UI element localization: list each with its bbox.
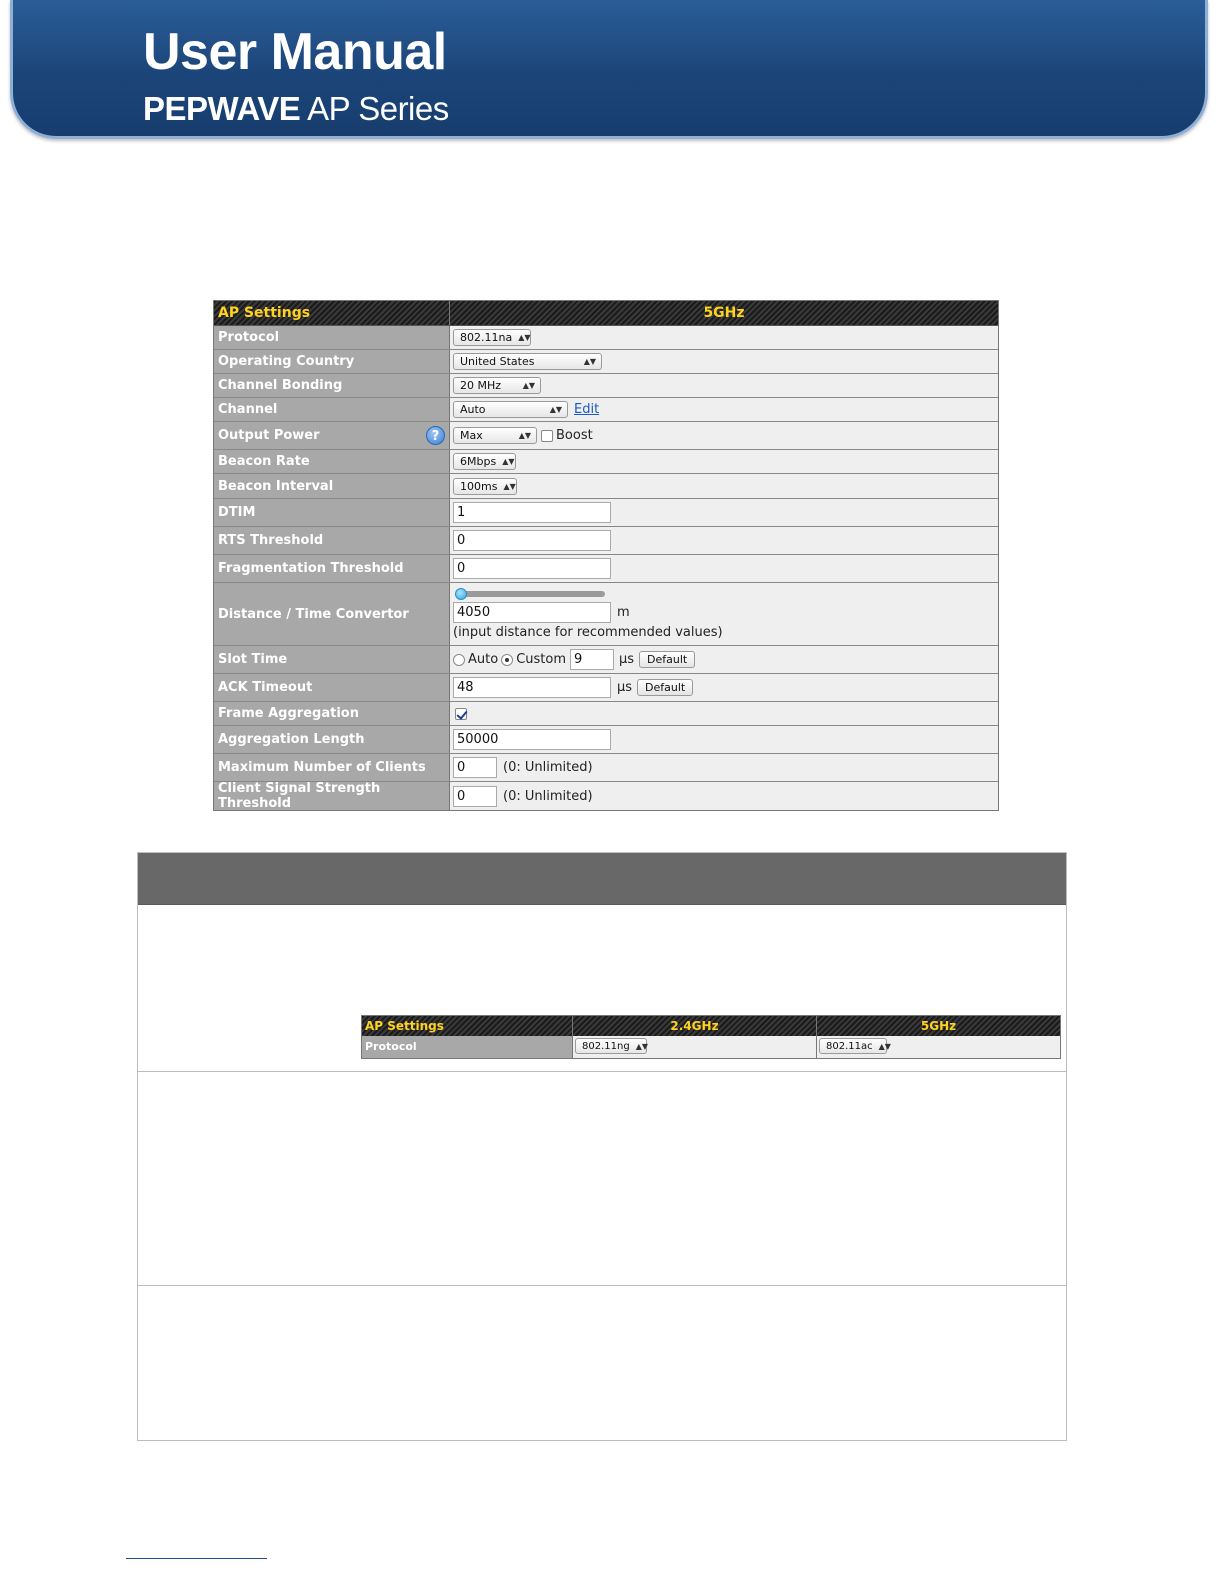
boost-label: Boost (556, 428, 593, 443)
row-beacon-rate (214, 450, 998, 474)
distance-input[interactable]: 4050 (453, 602, 611, 623)
client-signal-threshold-label: Client Signal Strength Threshold (214, 782, 450, 810)
aggregation-length-input[interactable]: 50000 (453, 729, 611, 750)
row-channel-bonding (214, 374, 998, 398)
rts-threshold-label: RTS Threshold (214, 527, 450, 554)
series-name: AP Series (300, 90, 449, 127)
description-row-2 (138, 1072, 1066, 1286)
client-signal-threshold-input[interactable]: 0 (453, 786, 497, 807)
row-fragmentation-threshold (214, 555, 998, 583)
operating-country-select[interactable]: United States ▲▼ (453, 353, 602, 370)
description-table-header (138, 853, 1066, 905)
row-rts-threshold (214, 527, 998, 555)
aggregation-length-label: Aggregation Length (214, 726, 450, 753)
brand-name: PEPWAVE (143, 90, 301, 127)
slot-time-default-button[interactable]: Default (639, 651, 695, 668)
slot-time-unit: μs (619, 652, 635, 667)
footer-link-underline (126, 1558, 267, 1559)
select-arrows-icon: ▲▼ (522, 381, 535, 390)
distance-slider[interactable] (455, 591, 605, 597)
beacon-interval-select[interactable]: 100ms ▲▼ (453, 478, 517, 495)
max-clients-label: Maximum Number of Clients (214, 754, 450, 781)
header-banner (10, 0, 1208, 139)
channel-select[interactable]: Auto ▲▼ (453, 401, 568, 418)
row-ack-timeout (214, 674, 998, 702)
ack-timeout-input[interactable]: 48 (453, 677, 611, 698)
fragmentation-threshold-label: Fragmentation Threshold (214, 555, 450, 582)
fragmentation-threshold-input[interactable]: 0 (453, 558, 611, 579)
protocol-5ghz-select[interactable]: 802.11ac ▲▼ (819, 1038, 887, 1054)
ap-settings-header (214, 301, 998, 326)
frame-aggregation-label: Frame Aggregation (214, 702, 450, 725)
distance-hint: (input distance for recommended values) (453, 625, 723, 640)
operating-country-label: Operating Country (214, 350, 450, 373)
row-beacon-interval (214, 474, 998, 499)
frame-aggregation-checkbox[interactable] (455, 708, 467, 720)
beacon-rate-label: Beacon Rate (214, 450, 450, 473)
boost-checkbox[interactable] (541, 430, 553, 442)
row-frame-aggregation (214, 702, 998, 726)
protocol-label: Protocol (214, 326, 450, 349)
protocol-mini-table (361, 1015, 1061, 1059)
row-operating-country (214, 350, 998, 374)
protocol-select[interactable]: 802.11na ▲▼ (453, 329, 531, 346)
select-arrows-icon: ▲▼ (549, 405, 562, 414)
beacon-interval-label: Beacon Interval (214, 474, 450, 498)
slot-time-label: Slot Time (214, 646, 450, 673)
select-arrows-icon: ▲▼ (503, 481, 516, 491)
row-aggregation-length (214, 726, 998, 754)
protocol-mini-header (362, 1016, 1060, 1036)
rts-threshold-input[interactable]: 0 (453, 530, 611, 551)
beacon-rate-select[interactable]: 6Mbps ▲▼ (453, 453, 516, 470)
manual-subtitle (143, 90, 449, 128)
max-clients-note: (0: Unlimited) (503, 760, 593, 775)
description-row-3 (138, 1286, 1066, 1440)
mini-protocol-label: Protocol (362, 1036, 573, 1058)
row-slot-time (214, 646, 998, 674)
select-arrows-icon: ▲▼ (878, 1041, 891, 1051)
select-arrows-icon: ▲▼ (518, 431, 531, 440)
select-arrows-icon: ▲▼ (635, 1041, 648, 1051)
slot-time-input[interactable]: 9 (570, 649, 614, 670)
channel-bonding-label: Channel Bonding (214, 374, 450, 397)
distance-time-convertor-label: Distance / Time Convertor (214, 583, 450, 645)
select-arrows-icon: ▲▼ (518, 333, 531, 342)
ack-timeout-unit: μs (617, 680, 633, 695)
ap-settings-header-label: AP Settings (214, 301, 450, 325)
band-header-5ghz: 5GHz (703, 305, 745, 321)
dtim-label: DTIM (214, 499, 450, 526)
row-distance-time-convertor (214, 583, 998, 646)
mini-header-label: AP Settings (362, 1016, 573, 1036)
mini-header-24ghz: 2.4GHz (573, 1016, 817, 1036)
protocol-24ghz-select[interactable]: 802.11ng ▲▼ (575, 1038, 647, 1054)
slot-time-auto-label: Auto (468, 652, 499, 667)
max-clients-input[interactable]: 0 (453, 757, 497, 778)
channel-edit-link[interactable]: Edit (574, 402, 600, 417)
mini-header-5ghz: 5GHz (920, 1019, 957, 1033)
row-protocol (214, 326, 998, 350)
row-dtim (214, 499, 998, 527)
select-arrows-icon: ▲▼ (502, 457, 515, 466)
ack-timeout-default-button[interactable]: Default (637, 679, 693, 696)
channel-label: Channel (214, 398, 450, 421)
row-max-clients (214, 754, 998, 782)
distance-slider-handle[interactable] (455, 588, 467, 600)
select-arrows-icon: ▲▼ (583, 357, 596, 366)
slot-time-auto-radio[interactable] (453, 654, 465, 666)
row-client-signal-threshold (214, 782, 998, 810)
client-signal-threshold-note: (0: Unlimited) (503, 788, 593, 804)
help-icon[interactable]: ? (426, 426, 445, 445)
slot-time-custom-label: Custom (516, 652, 566, 667)
row-channel (214, 398, 998, 422)
row-output-power (214, 422, 998, 450)
description-row-protocol (138, 905, 1066, 1072)
slot-time-custom-radio[interactable] (501, 654, 513, 666)
output-power-select[interactable]: Max ▲▼ (453, 427, 537, 444)
boost-option[interactable] (541, 428, 593, 443)
ack-timeout-label: ACK Timeout (214, 674, 450, 701)
manual-title: User Manual (143, 23, 447, 81)
channel-bonding-select[interactable]: 20 MHz ▲▼ (453, 377, 541, 394)
dtim-input[interactable]: 1 (453, 502, 611, 523)
output-power-label: Output Power ? (214, 422, 450, 449)
distance-unit: m (617, 605, 630, 620)
ap-settings-table (213, 300, 999, 811)
mini-protocol-row (362, 1036, 1060, 1058)
description-table (137, 852, 1067, 1441)
